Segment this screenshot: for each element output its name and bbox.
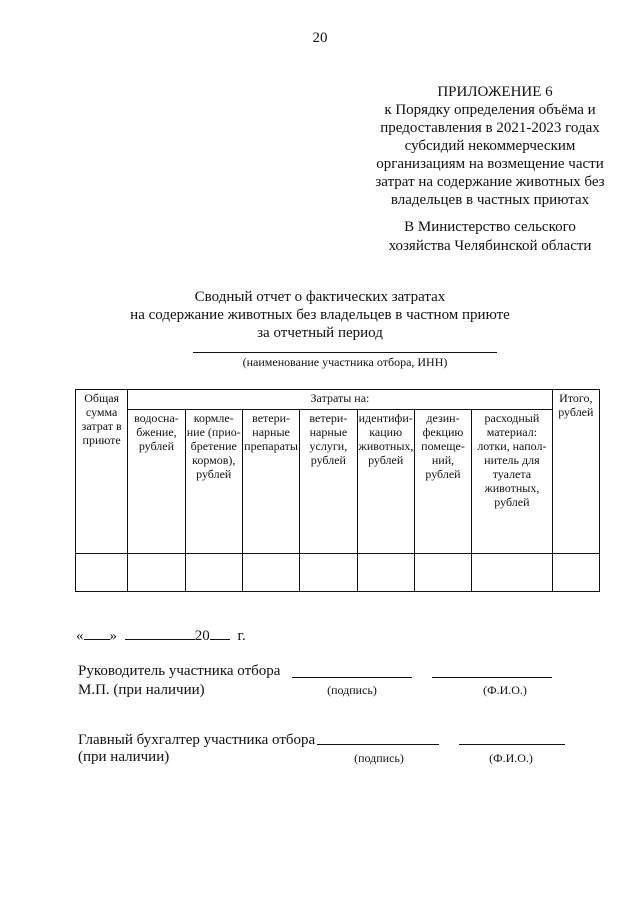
header-total-sum: Общая сумма затрат в приюте	[76, 390, 128, 554]
accountant-note-label: (при наличии)	[78, 749, 170, 765]
addressee-line: В Министерство сельского	[404, 219, 576, 235]
page-number: 20	[312, 30, 328, 46]
date-line	[76, 625, 246, 645]
accountant-label: Главный бухгалтер участника отбора	[78, 732, 316, 748]
date-day-field[interactable]	[84, 625, 110, 640]
header-costs-group: Затраты на:	[128, 390, 552, 410]
appendix-line: к Порядку определения объёма и	[384, 102, 596, 118]
table-cell[interactable]	[357, 553, 414, 591]
participant-name-field[interactable]	[193, 352, 497, 353]
date-year-prefix: 20	[194, 628, 210, 644]
table-cell[interactable]	[242, 553, 299, 591]
report-title-line: на содержание животных без владельцев в частном приюте	[130, 307, 510, 323]
appendix-block	[360, 83, 620, 209]
table-cell-grand-total[interactable]	[552, 553, 599, 591]
table-cell[interactable]	[414, 553, 471, 591]
table-cell[interactable]	[300, 553, 357, 591]
header-water-supply: водосна-бжение, рублей	[128, 410, 185, 554]
header-disinfection: дезин-фекцию помеще-ний, рублей	[414, 410, 471, 554]
header-identification: идентифи-кацию животных, рублей	[357, 410, 414, 554]
head-signature-field[interactable]	[292, 677, 412, 678]
report-title	[0, 288, 640, 342]
header-vet-services: ветери-нарные услуги, рублей	[300, 410, 357, 554]
participant-name-hint: (наименование участника отбора, ИНН)	[242, 355, 448, 369]
header-feeding: кормле-ние (прио-бретение кормов), рублей	[185, 410, 242, 554]
table-cell-total-sum[interactable]	[76, 553, 128, 591]
head-stamp-label: М.П. (при наличии)	[78, 682, 205, 698]
table-cell[interactable]	[128, 553, 185, 591]
table-cell[interactable]	[472, 553, 552, 591]
head-name-hint: (Ф.И.О.)	[483, 683, 527, 697]
head-label: Руководитель участника отбора	[78, 663, 281, 679]
date-year-suffix: г.	[237, 628, 246, 644]
head-name-field[interactable]	[432, 677, 552, 678]
appendix-line: владельцев в частных приютах	[390, 192, 590, 208]
appendix-line: субсидий некоммерческим	[404, 138, 576, 154]
table-cell[interactable]	[185, 553, 242, 591]
accountant-name-hint: (Ф.И.О.)	[489, 751, 533, 765]
date-open-quote: «	[76, 628, 84, 644]
appendix-line: организациям на возмещение части	[376, 156, 604, 172]
head-signature-hint: (подпись)	[327, 683, 377, 697]
accountant-signature-hint: (подпись)	[354, 751, 404, 765]
report-title-line: Сводный отчет о фактических затратах	[194, 289, 446, 305]
date-year-field[interactable]	[210, 625, 230, 640]
appendix-title: ПРИЛОЖЕНИЕ 6	[437, 84, 553, 100]
appendix-line: затрат на содержание животных без	[375, 174, 605, 190]
addressee-line: хозяйства Челябинской области	[388, 238, 592, 254]
addressee-block	[360, 218, 620, 256]
header-consumables: расходный материал: лотки, напол-нитель для туалета животных, рублей	[472, 410, 552, 554]
accountant-signature-field[interactable]	[317, 744, 439, 745]
header-grand-total: Итого, рублей	[552, 390, 599, 554]
accountant-name-field[interactable]	[459, 744, 565, 745]
costs-table	[75, 389, 600, 592]
date-month-field[interactable]	[125, 625, 195, 640]
date-close-quote: »	[109, 628, 117, 644]
appendix-line: предоставления в 2021-2023 годах	[380, 120, 600, 136]
report-title-line: за отчетный период	[257, 325, 383, 341]
header-vet-drugs: ветери-нарные препараты	[242, 410, 299, 554]
